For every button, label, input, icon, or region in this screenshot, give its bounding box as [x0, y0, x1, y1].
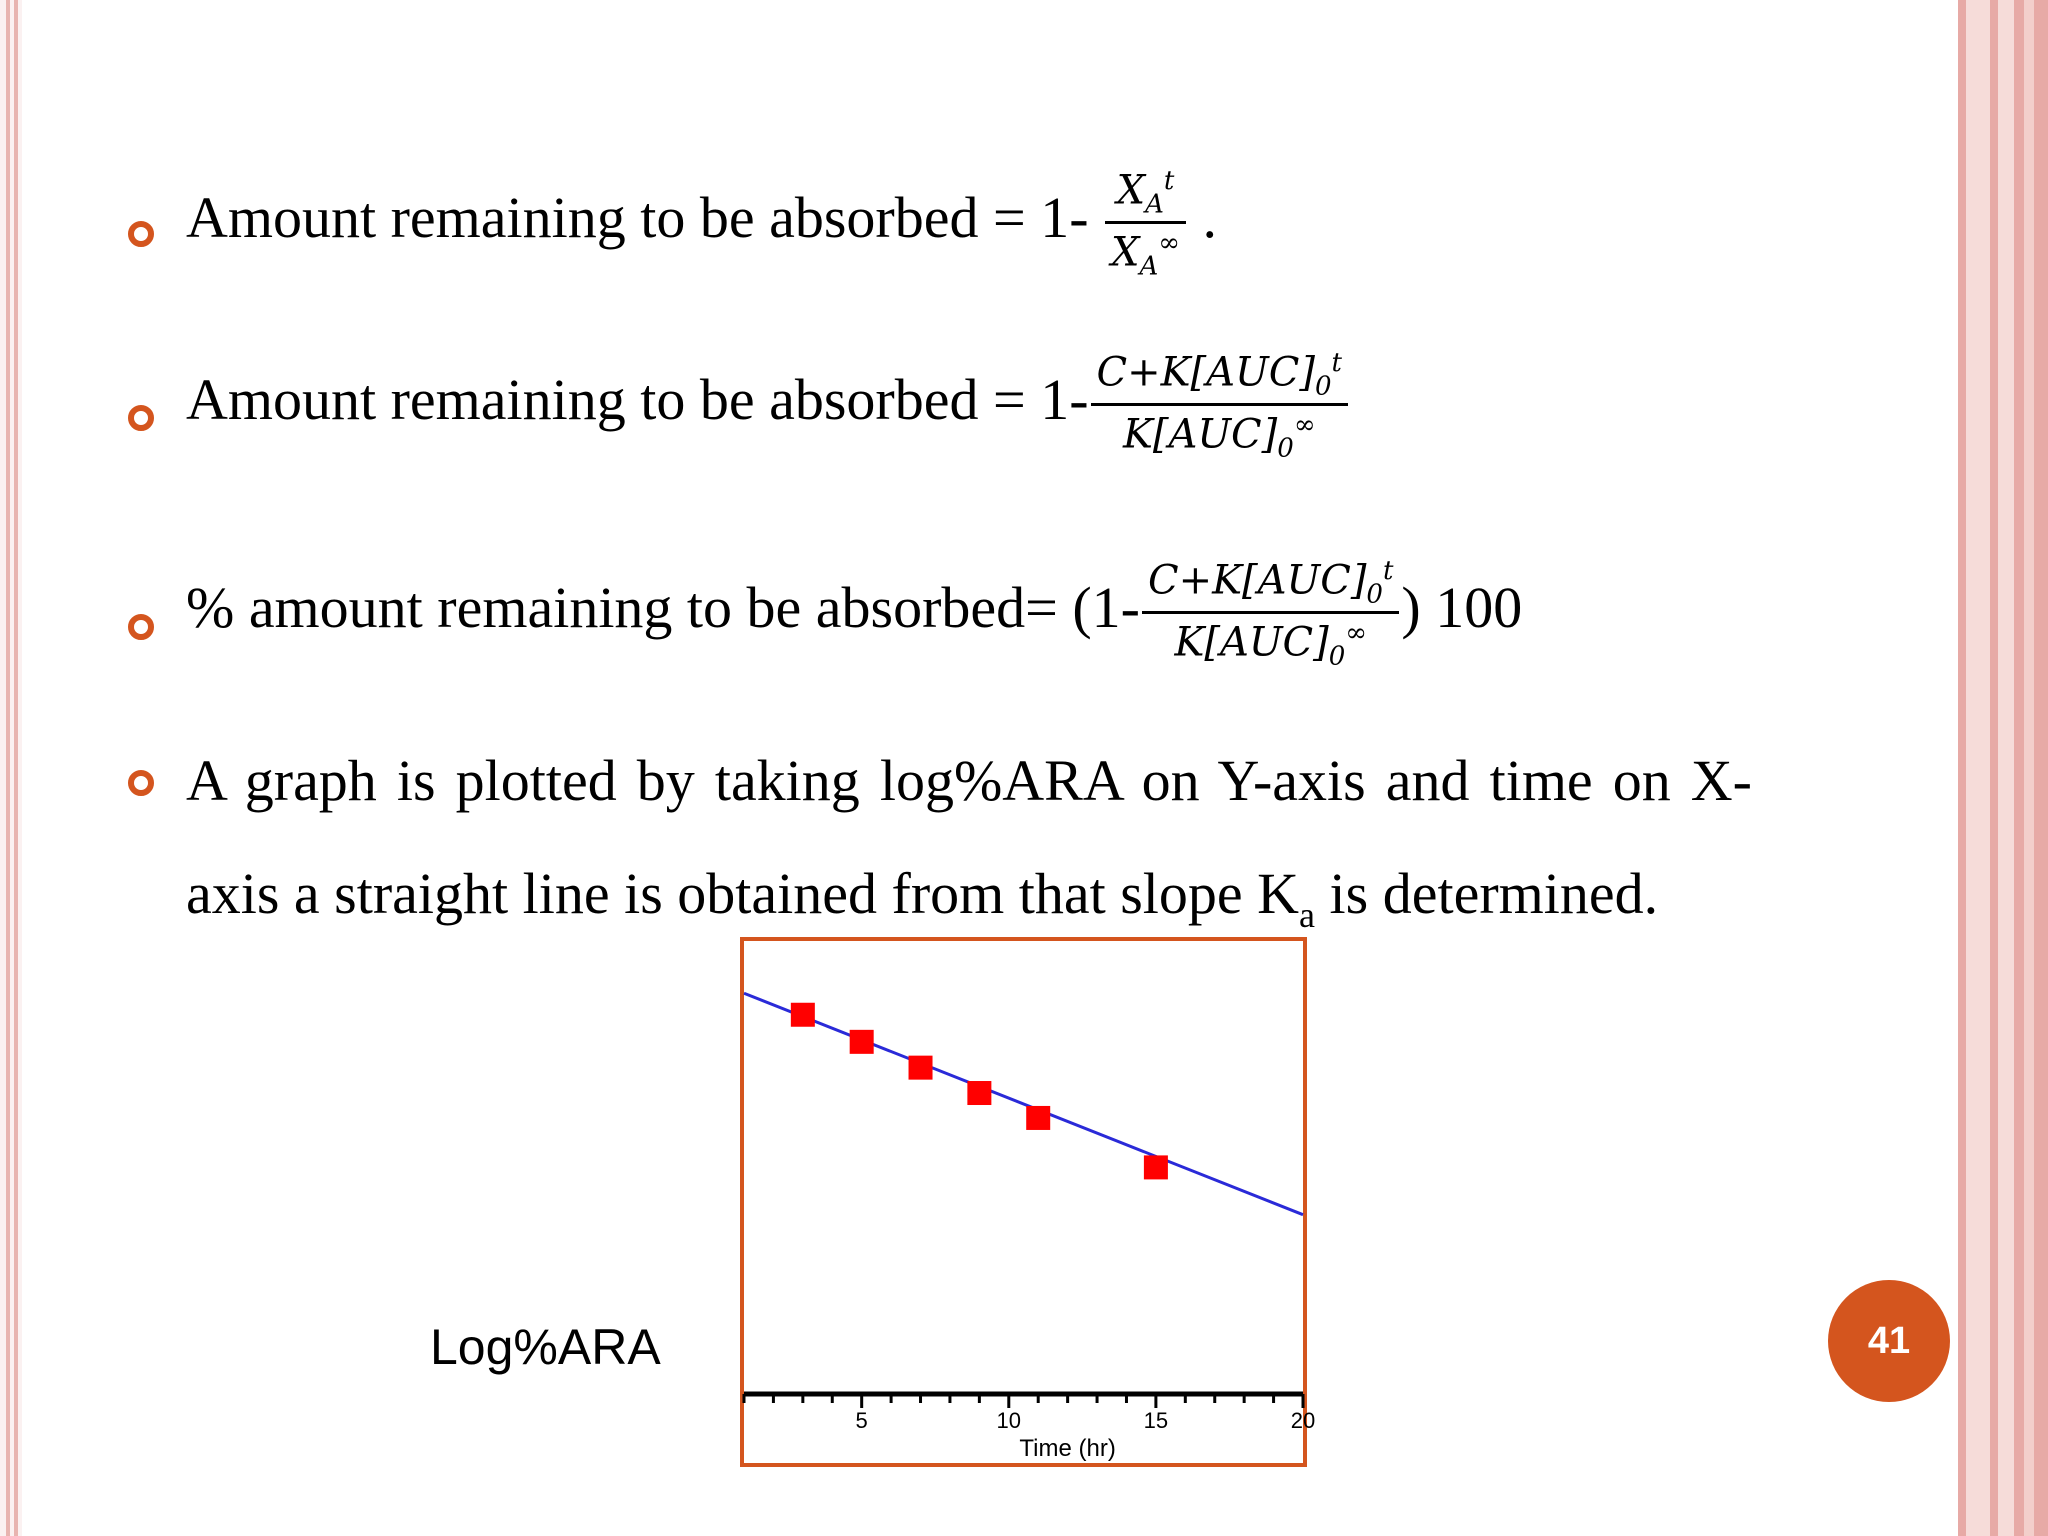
data-point: [909, 1056, 933, 1080]
bullet-item-3: % amount remaining to be absorbed= (1- $\frac{C+K[AUC]_0^t}{K[AUC]_0^\infty}$ ) 100: [186, 556, 1523, 672]
paragraph-text: A graph is plotted by taking log%ARA on Y-axis and time on X-axis a straight line is obtained from that slope $K_a$ is determined.: [186, 748, 1752, 935]
bullet-icon: [128, 221, 154, 247]
regression-line: [744, 993, 1303, 1214]
left-border: [0, 0, 22, 1536]
chart-plot: [744, 941, 1316, 1463]
bullet-item-1: Amount remaining to be absorbed = 1- $\frac{X_A^t}{X_A^\infty}$ .: [186, 166, 1217, 282]
data-point: [967, 1081, 991, 1105]
bullet-icon: [128, 405, 154, 431]
data-point: [1144, 1155, 1168, 1179]
fraction: $\frac{C+K[AUC]_0^t}{K[AUC]_0^\infty}$: [1142, 558, 1399, 670]
chart-frame: [740, 937, 1316, 1467]
fraction: $\frac{C+K[AUC]_0^t}{K[AUC]_0^\infty}$: [1091, 350, 1348, 462]
data-point: [850, 1030, 874, 1054]
chart-y-label: Log%ARA: [430, 1319, 661, 1375]
right-border: [1958, 0, 2048, 1536]
bullet-item-2: Amount remaining to be absorbed = 1- $\frac{C+K[AUC]_0^t}{K[AUC]_0^\infty}$: [186, 350, 1350, 462]
data-point: [791, 1003, 815, 1027]
bullet-icon: [128, 614, 154, 640]
x-tick-label: 5: [855, 1408, 868, 1433]
x-tick-label: 20: [1290, 1408, 1316, 1433]
data-point: [1026, 1106, 1050, 1130]
bullet-icon: [128, 770, 154, 796]
x-axis-title: Time (hr): [1019, 1435, 1116, 1462]
x-tick-label: 15: [1143, 1408, 1169, 1433]
x-tick-label: 10: [996, 1408, 1022, 1433]
page-number-badge: 41: [1828, 1280, 1950, 1402]
fraction: $\frac{X_A^t}{X_A^\infty}$: [1105, 168, 1186, 280]
